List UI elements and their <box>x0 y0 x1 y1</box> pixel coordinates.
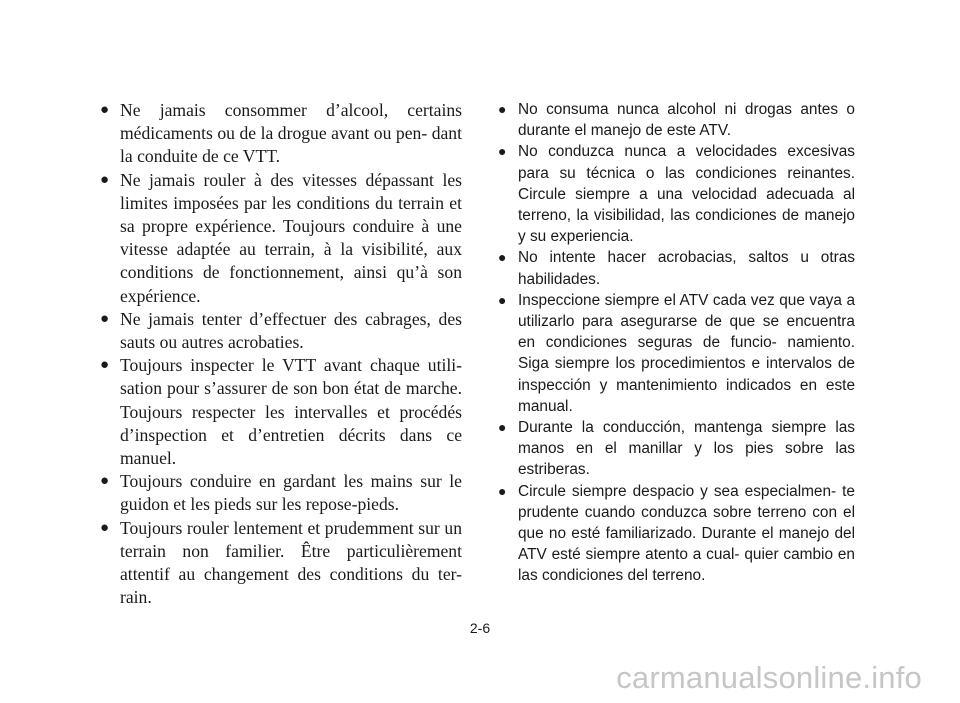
list-item-text: No intente hacer acrobacias, saltos u otras habilidades. <box>518 249 855 288</box>
list-item-text: No consuma nunca alcohol ni drogas antes o durante el manejo de este ATV. <box>518 101 855 140</box>
list-item <box>100 517 462 610</box>
spanish-warning-list <box>498 99 855 587</box>
list-item-text: Ne jamais consommer d’alcool, certains médicaments ou de la drogue avant ou pen- dant la conduite de ce VTT. <box>120 100 462 167</box>
list-item <box>498 417 855 481</box>
bullet-icon: ● <box>100 357 110 374</box>
french-warning-list <box>100 99 462 609</box>
list-item <box>498 481 855 587</box>
list-item-text: Toujours conduire en gardant les mains sur le guidon et les pieds sur les repose-pieds. <box>120 471 462 515</box>
watermark: carmanualsonline.info <box>616 660 922 695</box>
list-item <box>100 99 462 169</box>
bullet-icon: ● <box>100 473 110 490</box>
page-number: 2-6 <box>469 620 491 636</box>
list-item-text: Circule siempre despacio y sea especialmen- te prudente cuando conduzca sobre terreno con el que no esté familiarizado. Durante el manejo del ATV esté siempre atento a cual- quier cambio en las condiciones del terreno. <box>518 482 855 585</box>
list-item <box>100 308 462 354</box>
list-item <box>498 290 855 417</box>
bullet-icon: ● <box>498 482 507 499</box>
list-item <box>498 247 855 289</box>
list-item <box>100 354 462 470</box>
list-item-text: Toujours rouler lentement et prudemment sur un terrain non familier. Être particulièrement attentif au changement des conditions du ter- rain. <box>120 517 462 608</box>
bullet-icon: ● <box>498 291 507 308</box>
bullet-icon: ● <box>498 249 507 266</box>
list-item-text: Ne jamais tenter d’effectuer des cabrages, des sauts ou autres acrobaties. <box>120 308 462 353</box>
bullet-icon: ● <box>100 310 110 327</box>
list-item-text: Ne jamais rouler à des vitesses dépassant les limites imposées par les conditions du terrain et sa propre expérience. Toujours conduire à une vitesse adaptée au terrain, à la visibilité, aux conditions de fonctionnement, ainsi qu’à son expérience. <box>120 169 462 306</box>
list-item <box>498 141 855 247</box>
bullet-icon: ● <box>498 101 507 117</box>
list-item-text: No conduzca nunca a velocidades excesivas para su técnica o las condiciones reinantes. Circule siempre a una velocidad adecuada al terreno, la visibilidad, las condiciones de manejo y su experiencia. <box>518 143 855 246</box>
list-item <box>498 99 855 141</box>
bullet-icon: ● <box>100 102 110 118</box>
list-item <box>100 470 462 516</box>
list-item-text: Inspeccione siempre el ATV cada vez que vaya a utilizarlo para asegurarse de que se encuentra en condiciones seguras de funcio- namiento. Siga siempre los procedimientos e intervalos de inspección y mantenimiento indicados en este manual. <box>518 291 855 415</box>
bullet-icon: ● <box>498 419 507 436</box>
list-item-text: Toujours inspecter le VTT avant chaque utili- sation pour s’assurer de son bon état de marche. Toujours respecter les intervalles et procédés d’inspection et d’entretien décrits dans ce manuel. <box>120 355 462 469</box>
bullet-icon: ● <box>498 143 507 160</box>
bullet-icon: ● <box>100 171 110 188</box>
list-item-text: Durante la conducción, mantenga siempre las manos en el manillar y los pies sobre las estriberas. <box>518 419 855 479</box>
bullet-icon: ● <box>100 519 110 536</box>
list-item <box>100 169 462 308</box>
